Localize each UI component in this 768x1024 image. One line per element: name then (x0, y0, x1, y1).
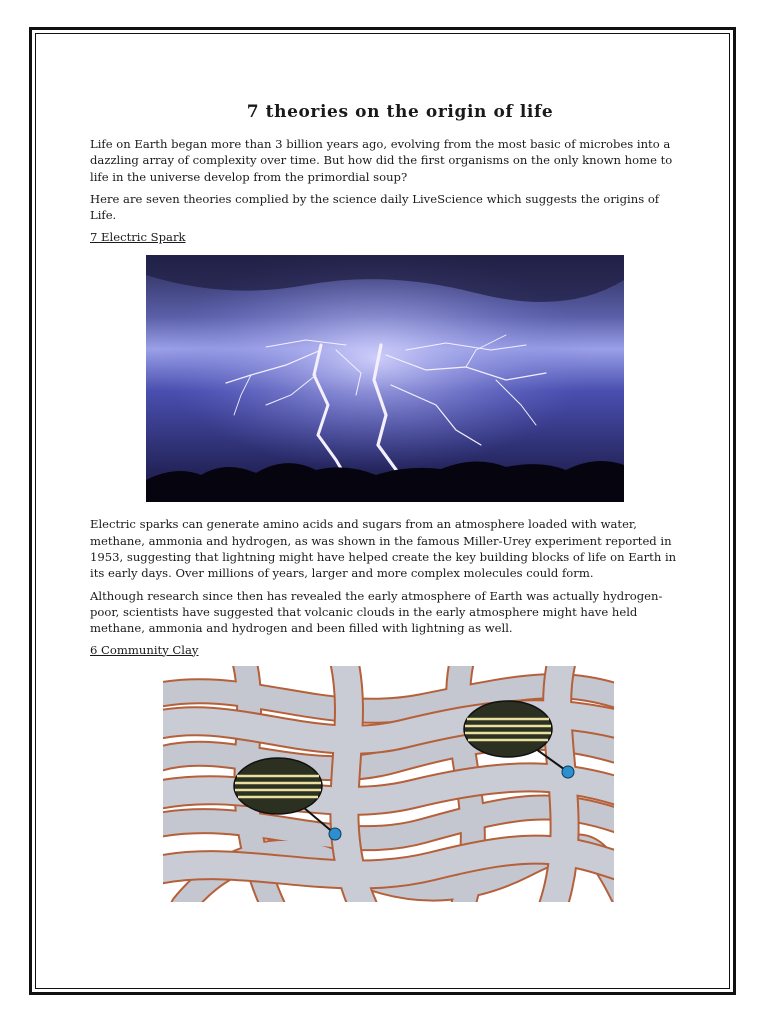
electric-spark-paragraph-2: Although research since then has revealed the early atmosphere of Earth was actually hydrogen-poor, scientists have suggested that volcanic clouds in the early atmosphere might have held methane, ammonia and hydrogen and been filled with lightning as well. (90, 588, 663, 636)
document-title: 7 theories on the origin of life (246, 102, 554, 122)
document-body (90, 102, 680, 902)
clay-layers-image (163, 666, 614, 902)
sources-paragraph: Here are seven theories complied by the science daily LiveScience which suggests the origins of Life. (90, 191, 660, 223)
section-heading-community-clay: 6 Community Clay (90, 642, 199, 657)
intro-paragraph: Life on Earth began more than 3 billion years ago, evolving from the most basic of microbes into a dazzling array of complexity over time. But how did the first organisms on the only known home to life in the universe develop from the primordial soup? (90, 137, 673, 184)
section-heading-electric-spark: 7 Electric Spark (90, 230, 186, 245)
electric-spark-paragraph-1: Electric sparks can generate amino acids and sugars from an atmosphere loaded with water, methane, ammonia and hydrogen, as was shown in the famous Miller-Urey experiment reported in 1953, suggesting that lightning might have helped create the key building blocks of life on Earth in its early days. Over millions of years, larger and more complex molecules could form. (90, 517, 677, 581)
lightning-image (146, 255, 624, 502)
